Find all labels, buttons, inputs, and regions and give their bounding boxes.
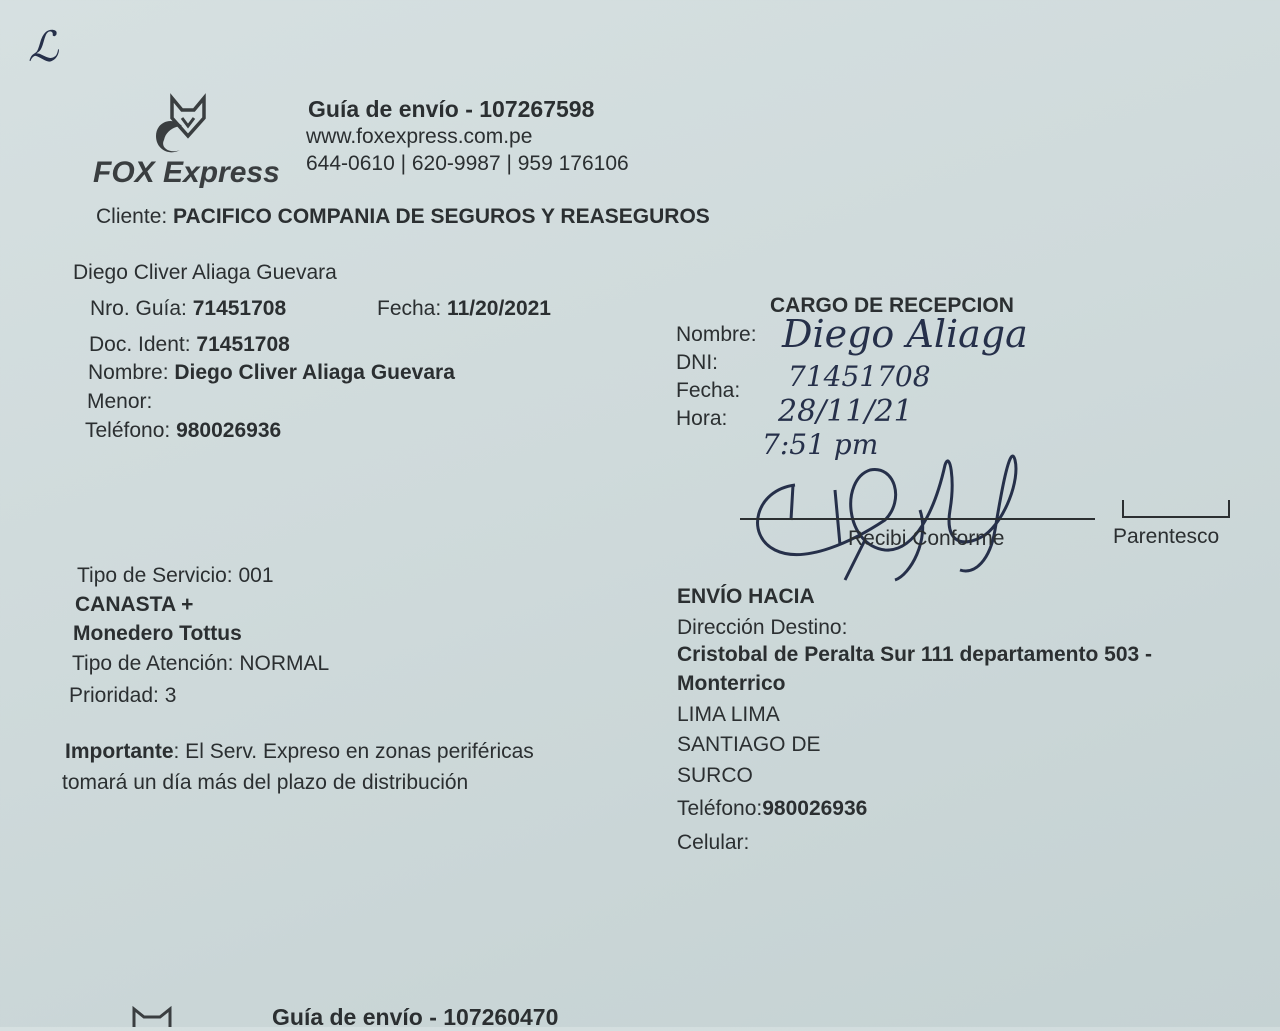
cargo-dni-label: DNI: [676, 351, 718, 374]
doc-value: 71451708 [196, 333, 290, 356]
celular-label: Celular: [677, 831, 750, 854]
parentesco-tick-right [1228, 500, 1230, 518]
next-fox-icon [130, 1005, 174, 1027]
next-guide-title: Guía de envío - 107260470 [272, 1004, 559, 1030]
prioridad: Prioridad: 3 [69, 684, 177, 707]
corner-handwritten-mark: ℒ [28, 22, 59, 71]
guide-title: Guía de envío - 107267598 [308, 96, 595, 122]
client-value: PACIFICO COMPANIA DE SEGUROS Y REASEGUROS [173, 205, 710, 228]
recipient-full-name: Diego Cliver Aliaga Guevara [73, 261, 337, 284]
tipo-atencion: Tipo de Atención: NORMAL [72, 652, 330, 675]
fox-logo [150, 92, 230, 160]
destination-telefono-label: Teléfono: [677, 797, 763, 820]
fecha-label: Fecha: [377, 297, 442, 320]
website: www.foxexpress.com.pe [306, 125, 533, 148]
client-row [96, 205, 710, 229]
telefono-value: 980026936 [176, 419, 282, 442]
fecha-value: 11/20/2021 [447, 297, 551, 320]
recibi-conforme-label: Recibi Conforme [848, 527, 1005, 550]
handwritten-date: 28/11/21 [778, 394, 913, 429]
product-line-2: Monedero Tottus [73, 622, 242, 645]
telefono-label: Teléfono: [85, 419, 171, 442]
handwritten-time: 7:51 pm [762, 428, 879, 461]
district-line-2: SURCO [677, 764, 753, 787]
destination-telefono-row [677, 797, 867, 821]
guia-label: Nro. Guía: [90, 297, 187, 320]
district-line-1: SANTIAGO DE [677, 733, 821, 756]
important-note-line-1 [65, 740, 534, 764]
destination-telefono-value: 980026936 [762, 797, 868, 820]
tipo-servicio: Tipo de Servicio: 001 [77, 564, 274, 587]
parentesco-tick-left [1122, 500, 1124, 518]
important-note-line-2: tomará un día más del plazo de distribución [62, 771, 469, 794]
nombre-row [88, 361, 455, 385]
signature-scribble [745, 440, 1045, 590]
cargo-hora-label: Hora: [676, 407, 728, 430]
parentesco-label: Parentesco [1113, 525, 1220, 548]
handwritten-name: Diego Aliaga [782, 312, 1028, 356]
cargo-nombre-label: Nombre: [676, 323, 757, 346]
telefono-row [85, 419, 281, 443]
nombre-label: Nombre: [88, 361, 169, 384]
client-label: Cliente: [96, 205, 168, 228]
logo-text: FOX Express [93, 156, 280, 189]
handwritten-dni: 71451708 [788, 360, 931, 393]
doc-label: Doc. Ident: [89, 333, 191, 356]
guia-row [90, 297, 286, 321]
important-text-1: : El Serv. Expreso en zonas periféricas [173, 740, 534, 763]
signature-line [740, 518, 1095, 520]
cargo-title: CARGO DE RECEPCION [770, 294, 1014, 317]
address-line-1: Cristobal de Peralta Sur 111 departamento 503 - [677, 643, 1153, 666]
fox-icon [150, 92, 230, 160]
doc-row [89, 333, 290, 357]
phones: 644-0610 | 620-9987 | 959 176106 [306, 152, 629, 175]
cargo-fecha-label: Fecha: [676, 379, 741, 402]
address-line-2: Monterrico [677, 672, 786, 695]
fecha-row [377, 297, 551, 321]
product-line-1: CANASTA + [75, 593, 194, 616]
parentesco-line [1122, 516, 1230, 518]
nombre-value: Diego Cliver Aliaga Guevara [174, 361, 455, 384]
menor-label: Menor: [87, 390, 153, 413]
direccion-label: Dirección Destino: [677, 616, 848, 639]
city: LIMA LIMA [677, 703, 780, 726]
destination-title: ENVÍO HACIA [677, 585, 815, 608]
guia-value: 71451708 [192, 297, 287, 320]
important-label: Importante [65, 740, 174, 763]
